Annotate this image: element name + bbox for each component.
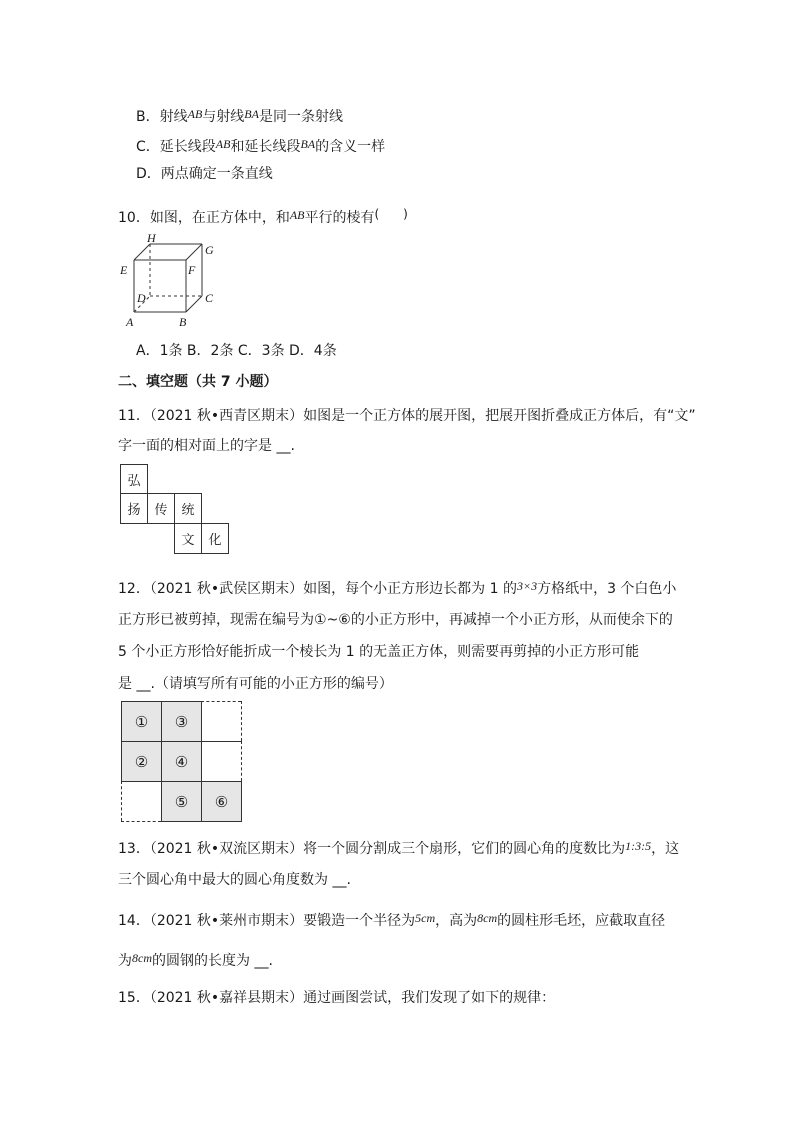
cut-edge <box>241 701 242 741</box>
cube-label-h: H <box>147 232 156 245</box>
cube-figure <box>115 232 225 332</box>
net-cell-yang: 扬 <box>120 493 148 524</box>
q14-line1: 14．（2021 秋•莱州市期末）要锻造一个半径为5cm，高为8cm的圆柱形毛坯，应截取直径 <box>118 911 666 929</box>
cube-label-b: B <box>179 315 187 329</box>
q10-options: A．1条 B．2条 C．3条 D．4条 <box>136 343 337 359</box>
cut-edge <box>201 701 241 702</box>
cut-edge <box>121 821 161 822</box>
cut-edge <box>241 741 242 781</box>
q11-line1: 11．（2021 秋•西青区期末）如图是一个正方体的展开图，把展开图折叠成正方体后，有“文” <box>118 408 696 424</box>
cube-label-c: C <box>205 291 214 305</box>
cube-label-a: A <box>126 315 134 329</box>
q15-line1: 15．（2021 秋•嘉祥县期末）通过画图尝试，我们发现了如下的规律： <box>118 990 556 1006</box>
q12-line2: 正方形已被剪掉，现需在编号为①~⑥的小正方形中，再减掉一个小正方形，从而使余下的 <box>118 612 673 628</box>
net-cell-hong: 弘 <box>120 464 148 494</box>
section-heading: 二、填空题（共 7 小题） <box>118 374 278 390</box>
grid-cell-6: ⑥ <box>201 781 242 822</box>
net-cell-tong: 统 <box>174 493 202 524</box>
q9-option-b: B．射线AB与射线BA是同一条射线 <box>136 107 343 125</box>
grid-cell-3: ③ <box>161 701 202 742</box>
q11-line2: 字一面的相对面上的字是 __. <box>118 438 295 454</box>
cut-edge <box>121 781 122 821</box>
grid-cell-5: ⑤ <box>161 781 202 822</box>
q9-option-d: D．两点确定一条直线 <box>136 166 273 182</box>
q9-option-c: C．延长线段AB和延长线段BA的含义一样 <box>136 137 386 155</box>
q13-line2: 三个圆心角中最大的圆心角度数为 __. <box>118 872 351 888</box>
q10-stem: 10．如图，在正方体中，和AB平行的棱有( ) <box>118 207 408 226</box>
q14-line2: 为8cm的圆钢的长度为 __. <box>118 951 273 969</box>
q12-line3: 5 个小正方形恰好能折成一个棱长为 1 的无盖正方体，则需要再剪掉的小正方形可能 <box>118 644 640 660</box>
grid-cell-1: ① <box>121 701 162 742</box>
grid-line <box>201 741 242 742</box>
grid-cell-4: ④ <box>161 741 202 782</box>
q12-line4: 是 __.（请填写所有可能的小正方形的编号） <box>118 676 393 692</box>
cube-label-f: F <box>188 263 196 277</box>
grid-cell-2: ② <box>121 741 162 782</box>
q13-line1: 13．（2021 秋•双流区期末）将一个圆分割成三个扇形，它们的圆心角的度数比为1:3:5，这 <box>118 839 680 857</box>
net-cell-hua: 化 <box>201 523 229 554</box>
q12-line1: 12．（2021 秋•武侯区期末）如图，每个小正方形边长都为 1 的3×3方格纸中，3 个白色小 <box>118 579 677 597</box>
cube-label-e: E <box>120 263 128 277</box>
net-cell-wen: 文 <box>174 523 202 554</box>
net-cell-chuan: 传 <box>147 493 175 524</box>
cube-label-g: G <box>205 243 214 257</box>
cube-label-d: D <box>137 291 146 305</box>
